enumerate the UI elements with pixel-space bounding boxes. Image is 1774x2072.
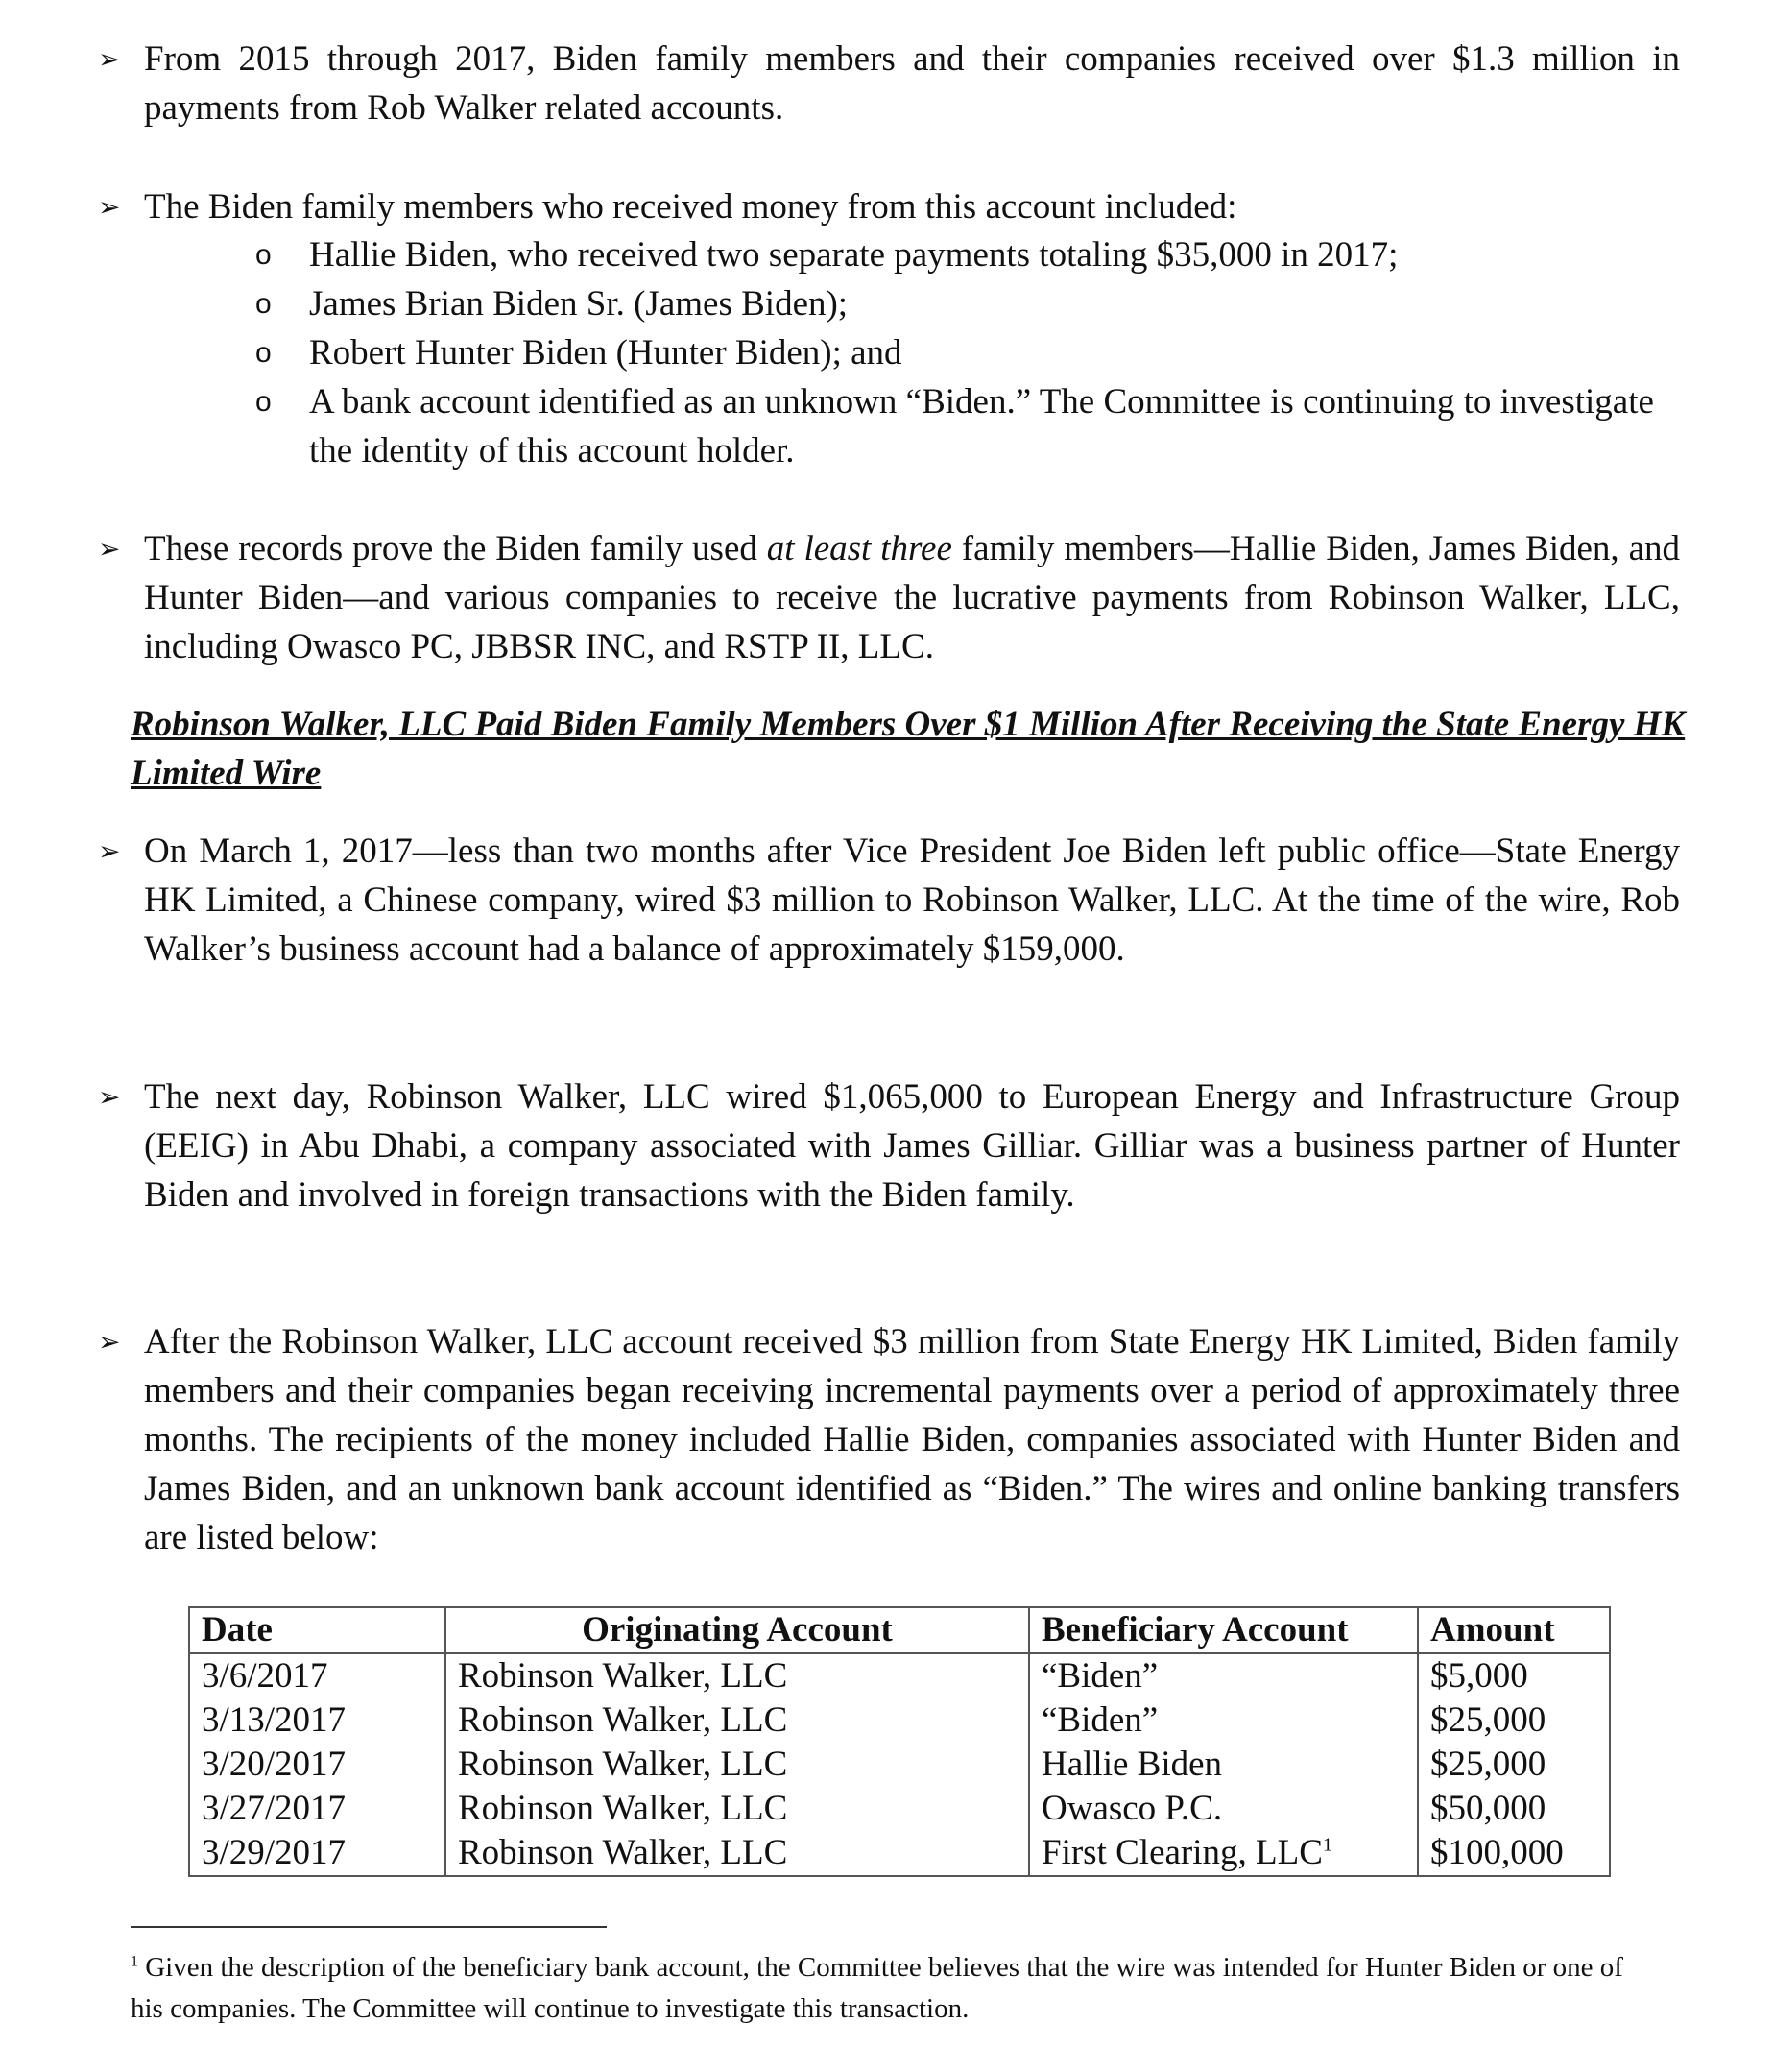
circle-bullet-icon: o xyxy=(255,239,272,271)
cell-date: 3/6/2017 xyxy=(189,1653,445,1699)
cell-beneficiary-account: “Biden” xyxy=(1029,1699,1418,1743)
bullet-item xyxy=(98,182,1680,231)
circle-bullet-icon: o xyxy=(255,386,272,418)
wire-transfers-table xyxy=(188,1606,1611,1877)
circle-bullet-icon: o xyxy=(255,288,272,320)
cell-date: 3/13/2017 xyxy=(189,1699,445,1743)
cell-date: 3/20/2017 xyxy=(189,1743,445,1787)
table-row xyxy=(189,1699,1610,1743)
cell-amount: $5,000 xyxy=(1418,1653,1610,1699)
arrow-bullet-icon: ➢ xyxy=(98,533,121,565)
bullet-text: From 2015 through 2017, Biden family members and their companies received over $1.3 million in payments from Rob Walker related accounts. xyxy=(144,39,1680,128)
bullet-item xyxy=(98,1072,1680,1219)
footnote-text: Given the description of the beneficiary bank account, the Committee believes that the wire was intended for Hunter Biden or one of his companies. The Committee will continue to investigate this transaction. xyxy=(131,1952,1623,2024)
column-header-date: Date xyxy=(189,1607,445,1653)
sub-list-item xyxy=(255,377,1672,475)
footnote-divider xyxy=(131,1926,607,1928)
footnote xyxy=(131,1947,1628,2030)
bullet-item xyxy=(98,1317,1680,1562)
footnote-marker: 1 xyxy=(131,1953,138,1970)
table-row xyxy=(189,1831,1610,1876)
cell-beneficiary-account: “Biden” xyxy=(1029,1653,1418,1699)
sub-item-text: Robert Hunter Biden (Hunter Biden); and xyxy=(309,333,902,373)
arrow-bullet-icon: ➢ xyxy=(98,1326,121,1358)
footnote-reference: 1 xyxy=(1322,1834,1333,1856)
bullet-item xyxy=(98,827,1680,974)
cell-beneficiary-account: First Clearing, LLC$^1$ xyxy=(1029,1831,1418,1876)
column-header-beneficiary-account: Beneficiary Account xyxy=(1029,1607,1418,1653)
cell-amount: $25,000 xyxy=(1418,1699,1610,1743)
sub-list-item xyxy=(255,328,1672,377)
bullet-item xyxy=(98,35,1680,133)
column-header-originating-account: Originating Account xyxy=(445,1607,1029,1653)
table-header-row xyxy=(189,1607,1610,1653)
cell-originating-account: Robinson Walker, LLC xyxy=(445,1743,1029,1787)
cell-originating-account: Robinson Walker, LLC xyxy=(445,1831,1029,1876)
table-row xyxy=(189,1653,1610,1699)
sub-item-text: A bank account identified as an unknown “Biden.” The Committee is continuing to investigate the identity of this account holder. xyxy=(309,382,1654,470)
cell-amount: $100,000 xyxy=(1418,1831,1610,1876)
arrow-bullet-icon: ➢ xyxy=(98,43,121,75)
cell-originating-account: Robinson Walker, LLC xyxy=(445,1699,1029,1743)
cell-beneficiary-account: Hallie Biden xyxy=(1029,1743,1418,1787)
sub-item-text: Hallie Biden, who received two separate payments totaling $35,000 in 2017; xyxy=(309,235,1399,275)
cell-beneficiary-account: Owasco P.C. xyxy=(1029,1787,1418,1831)
circle-bullet-icon: o xyxy=(255,337,272,369)
sub-list-item xyxy=(255,230,1672,279)
table-row xyxy=(189,1787,1610,1831)
column-header-amount: Amount xyxy=(1418,1607,1610,1653)
section-heading: Robinson Walker, LLC Paid Biden Family Members Over $1 Million After Receiving the State Energy HK Limited Wire xyxy=(131,705,1686,793)
table-row xyxy=(189,1743,1610,1787)
arrow-bullet-icon: ➢ xyxy=(98,835,121,867)
bullet-item xyxy=(98,524,1681,671)
cell-originating-account: Robinson Walker, LLC xyxy=(445,1653,1029,1699)
bullet-text: The next day, Robinson Walker, LLC wired $1,065,000 to European Energy and Infrastructure Group (EEIG) in Abu Dhabi, a company associated with James Gilliar. Gilliar was a business partner of Hunter Biden and involved in foreign transactions with the Biden family. xyxy=(144,1077,1680,1215)
arrow-bullet-icon: ➢ xyxy=(98,1081,121,1113)
cell-amount: $25,000 xyxy=(1418,1743,1610,1787)
cell-amount: $50,000 xyxy=(1418,1787,1610,1831)
bullet-text: These records prove the Biden family used at least three family members—Hallie Biden, James Biden, and Hunter Biden—and various companies to receive the lucrative payments from Robinson Walker, LLC, including Owasco PC, JBBSR INC, and RSTP II, LLC. xyxy=(144,529,1681,666)
cell-originating-account: Robinson Walker, LLC xyxy=(445,1787,1029,1831)
bullet-text: After the Robinson Walker, LLC account received $3 million from State Energy HK Limited, Biden family members and their companies began receiving incremental payments over a period of approximately three months. The recipients of the money included Hallie Biden, companies associated with Hunter Biden and James Biden, and an unknown bank account identified as “Biden.” The wires and online banking transfers are listed below: xyxy=(144,1322,1680,1557)
arrow-bullet-icon: ➢ xyxy=(98,191,121,223)
cell-date: 3/27/2017 xyxy=(189,1787,445,1831)
sub-item-text: James Brian Biden Sr. (James Biden); xyxy=(309,284,849,324)
cell-date: 3/29/2017 xyxy=(189,1831,445,1876)
sub-list-item xyxy=(255,279,1672,328)
bullet-text: The Biden family members who received money from this account included: xyxy=(144,187,1237,227)
bullet-text: On March 1, 2017—less than two months after Vice President Joe Biden left public office—State Energy HK Limited, a Chinese company, wired $3 million to Robinson Walker, LLC. At the time of the wire, Rob Walker’s business account had a balance of approximately $159,000. xyxy=(144,831,1680,969)
